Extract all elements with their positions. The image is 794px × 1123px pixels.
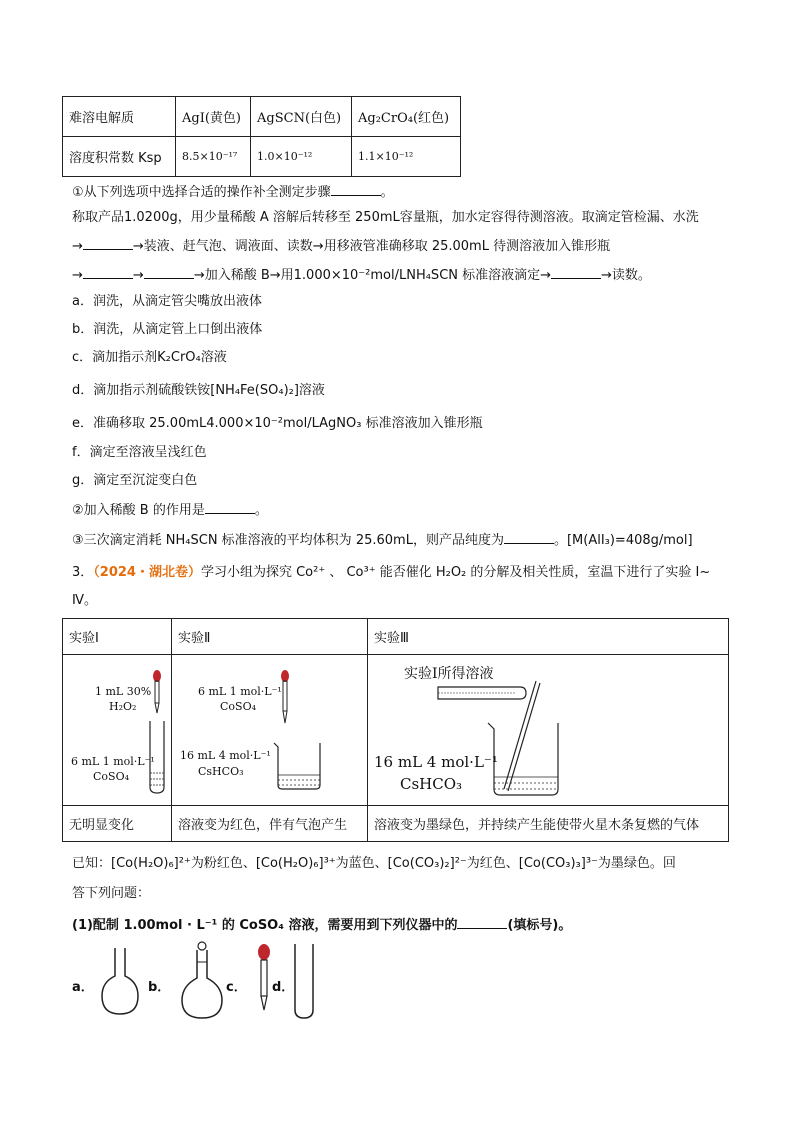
q1-line2: 称取产品1.0200g，用少量稀酸 A 溶解后转移至 250mL容量瓶，加水定容得待测溶液。取滴定管检漏、水洗	[72, 210, 699, 225]
ksp-header-cell: AgSCN(白色)	[251, 97, 352, 137]
exp3-result: 溶液变为墨绿色，并持续产生能使带火星木条复燃的气体	[368, 806, 729, 842]
option-a: a．润洗，从滴定管尖嘴放出液体	[72, 294, 262, 309]
experiment-table	[62, 618, 729, 842]
option-g: g．滴定至沉淀变白色	[72, 473, 198, 488]
arrow: →	[72, 268, 83, 283]
ksp-value: 1.0×10⁻¹²	[251, 137, 352, 177]
exp2-bottom-label-2: CsHCO₃	[198, 765, 244, 778]
instrument-label-a: a．	[72, 980, 94, 995]
exp1-top-label-2: H₂O₂	[109, 700, 137, 713]
ksp-header-cell: AgI(黄色)	[176, 97, 251, 137]
option-d: d．滴加指示剂硫酸铁铵[NH₄Fe(SO₄)₂]溶液	[72, 383, 325, 398]
exp3-bottom-label-2: CsHCO₃	[400, 775, 463, 793]
arrow: →	[132, 268, 144, 283]
q1-line4-text: →加入稀酸 B→用1.000×10⁻²mol/LNH₄SCN 标准溶液滴定→	[193, 268, 552, 283]
answer-blank[interactable]	[504, 530, 554, 544]
q3-end: 。[M(AlI₃)=408g/mol]	[553, 533, 693, 548]
sub1-line	[72, 915, 571, 935]
q1-line1	[72, 182, 394, 202]
q2-end: 。	[254, 503, 268, 518]
arrow: →	[72, 239, 83, 254]
answer-blank[interactable]	[83, 265, 133, 279]
q2-line	[72, 500, 268, 520]
answer-blank[interactable]	[144, 265, 194, 279]
exp1-diagram-cell	[63, 655, 172, 806]
q2-text: ②加入稀酸 B 的作用是	[72, 503, 205, 518]
exp3-diagram-cell	[368, 655, 729, 806]
q1-line3	[72, 236, 610, 256]
problem3-line1	[72, 564, 710, 582]
sub1-text: (1)配制 1.00mol · L⁻¹ 的 CoSO₄ 溶液，需要用到下列仪器中的	[72, 918, 458, 933]
exp2-top-label-2: CoSO₄	[220, 700, 257, 713]
problem3-text: 学习小组为探究 Co²⁺ 、 Co³⁺ 能否催化 H₂O₂ 的分解及相关性质，室温下进行了实验 I~	[200, 565, 711, 580]
answer-blank[interactable]	[457, 915, 507, 929]
ksp-header-cell: Ag₂CrO₄(红色)	[352, 97, 461, 137]
q1-line4-end: →读数。	[601, 268, 651, 283]
q1-line4	[72, 265, 651, 285]
exp2-beaker	[270, 739, 328, 791]
exp-header: 实验Ⅱ	[172, 619, 368, 655]
q3-text: ③三次滴定消耗 NH₄SCN 标准溶液的平均体积为 25.60mL，则产品纯度为	[72, 533, 504, 548]
exp2-dropper	[276, 669, 294, 729]
dropper-icon[interactable]	[254, 944, 274, 1014]
known-line1: 已知：[Co(H₂O)₆]²⁺为粉红色、[Co(H₂O)₆]³⁺为蓝色、[Co(CO₃)₂]²⁻为红色、[Co(CO₃)₃]³⁻为墨绿色。回	[72, 856, 676, 871]
known-line2: 答下列问题：	[72, 886, 151, 901]
option-b: b．润洗，从滴定管上口倒出液体	[72, 322, 263, 337]
exp1-bottom-label-2: CoSO₄	[93, 770, 130, 783]
exp2-result: 溶液变为红色，伴有气泡产生	[172, 806, 368, 842]
exp3-tube-label: 实验Ⅰ所得溶液	[404, 666, 494, 682]
instrument-label-c: c．	[226, 980, 247, 995]
option-f: f．滴定至溶液呈浅红色	[72, 445, 207, 460]
ksp-header-cell: 难溶电解质	[63, 97, 176, 137]
exp-header: 实验Ⅲ	[368, 619, 729, 655]
instrument-label-d: d．	[272, 980, 295, 995]
option-c: c．滴加指示剂K₂CrO₄溶液	[72, 350, 227, 365]
answer-blank[interactable]	[83, 236, 133, 250]
exp-header: 实验Ⅰ	[63, 619, 172, 655]
exp1-bottom-label: 6 mL 1 mol·L⁻¹	[71, 755, 155, 768]
answer-blank[interactable]	[331, 182, 381, 196]
exp2-bottom-label: 16 mL 4 mol·L⁻¹	[180, 749, 271, 762]
q3-line	[72, 530, 693, 550]
ksp-value: 1.1×10⁻¹²	[352, 137, 461, 177]
volumetric-flask-icon[interactable]	[176, 940, 228, 1022]
test-tube-icon[interactable]	[292, 942, 316, 1022]
instrument-label-b: b．	[148, 980, 171, 995]
round-bottom-flask-icon[interactable]	[98, 946, 142, 1018]
q1-line3-text: →装液、赶气泡、调液面、读数→用移液管准确移取 25.00mL 待测溶液加入锥形瓶	[132, 239, 611, 254]
exp1-result: 无明显变化	[63, 806, 172, 842]
exp3-bottom-label: 16 mL 4 mol·L⁻¹	[374, 753, 498, 771]
problem-source: （2024・湖北卷）	[93, 565, 201, 580]
exp2-diagram-cell	[172, 655, 368, 806]
answer-blank[interactable]	[205, 500, 255, 514]
ksp-value: 8.5×10⁻¹⁷	[176, 137, 251, 177]
ksp-row-label: 溶度积常数 Ksp	[63, 137, 176, 177]
exp1-top-label: 1 mL 30%	[95, 685, 152, 698]
option-e: e．准确移取 25.00mL4.000×10⁻²mol/LAgNO₃ 标准溶液加入锥形瓶	[72, 416, 483, 431]
q1-line1-text: ①从下列选项中选择合适的操作补全测定步骤	[72, 185, 331, 200]
q1-line1-end: 。	[380, 185, 394, 200]
ksp-table	[62, 96, 461, 177]
problem3-line2: Ⅳ。	[72, 593, 97, 608]
sub1-end: (填标号)。	[507, 918, 572, 933]
problem-number: 3．	[72, 565, 94, 580]
exp2-top-label: 6 mL 1 mol·L⁻¹	[198, 685, 282, 698]
answer-blank[interactable]	[551, 265, 601, 279]
exp1-dropper-and-tube	[147, 669, 167, 797]
